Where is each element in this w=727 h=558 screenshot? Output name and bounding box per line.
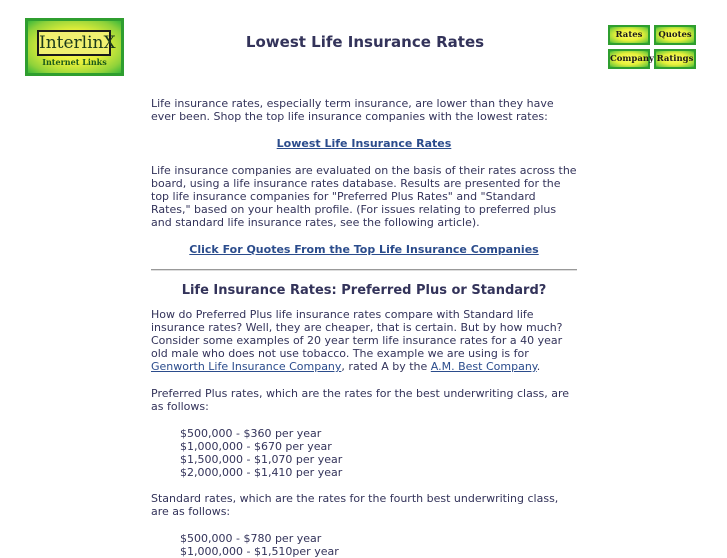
quotes-link[interactable]: Click For Quotes From the Top Life Insurance Companies (189, 243, 539, 256)
quotes-paragraph (151, 243, 577, 256)
preferred-intro: Preferred Plus rates, which are the rates for the best underwriting class, are as follows: (151, 387, 570, 413)
compare-text-end: . (536, 360, 541, 373)
intro-paragraph: Life insurance rates, especially term insurance, are lower than they have ever been. Shop the top life insurance companies with the lowest rates: (151, 97, 554, 123)
main-content (151, 97, 577, 558)
rate-item: $500,000 - $360 per year (180, 427, 322, 440)
am-best-link[interactable]: A.M. Best Company (430, 360, 537, 373)
section-title: Life Insurance Rates: Preferred Plus or Standard? (181, 283, 547, 298)
rate-item: $2,000,000 - $1,410 per year (180, 466, 343, 479)
preferred-rates-list (151, 427, 577, 479)
rate-item: $1,500,000 - $1,070 per year (180, 453, 343, 466)
nav-rates-button[interactable]: Rates (608, 25, 650, 45)
nav-ratings-button[interactable]: Ratings (654, 49, 696, 69)
nav-company-button[interactable]: Company (608, 49, 650, 69)
interlinx-logo[interactable] (25, 18, 124, 76)
rate-item: $1,000,000 - $670 per year (180, 440, 332, 453)
lowest-rates-link[interactable]: Lowest Life Insurance Rates (276, 137, 452, 150)
page-title: Lowest Life Insurance Rates (245, 33, 485, 51)
logo-tagline: Internet Links (42, 57, 107, 67)
evaluation-paragraph: Life insurance companies are evaluated on the basis of their rates across the board, using a life insurance rates database. Results are presented for the top life insurance companies for "Preferred Plus Rates" and "Standard Rates," based on your health profile. (For issues relating to preferred plus and standard life insurance rates, see the following article). (151, 164, 577, 229)
logo-wordmark: InterlinX (37, 30, 111, 56)
compare-text-middle: , rated A by the (341, 360, 431, 373)
rate-item: $500,000 - $780 per year (180, 532, 322, 545)
standard-intro: Standard rates, which are the rates for the fourth best underwriting class, are as follows: (151, 492, 559, 518)
section-divider (151, 269, 577, 271)
lowest-rates-paragraph (151, 137, 577, 150)
standard-rates-list (151, 532, 577, 558)
genworth-link[interactable]: Genworth Life Insurance Company (151, 360, 342, 373)
rate-item: $1,000,000 - $1,510per year (180, 545, 339, 558)
compare-text-start: How do Preferred Plus life insurance rates compare with Standard life insurance rates? Well, they are cheaper, that is certain. But by how much? Consider some examples of 20 year term life insurance rates for a 40 year old male who does not use tobacco. The example we are using is for (151, 308, 563, 360)
compare-paragraph (151, 308, 577, 373)
nav-quotes-button[interactable]: Quotes (654, 25, 696, 45)
